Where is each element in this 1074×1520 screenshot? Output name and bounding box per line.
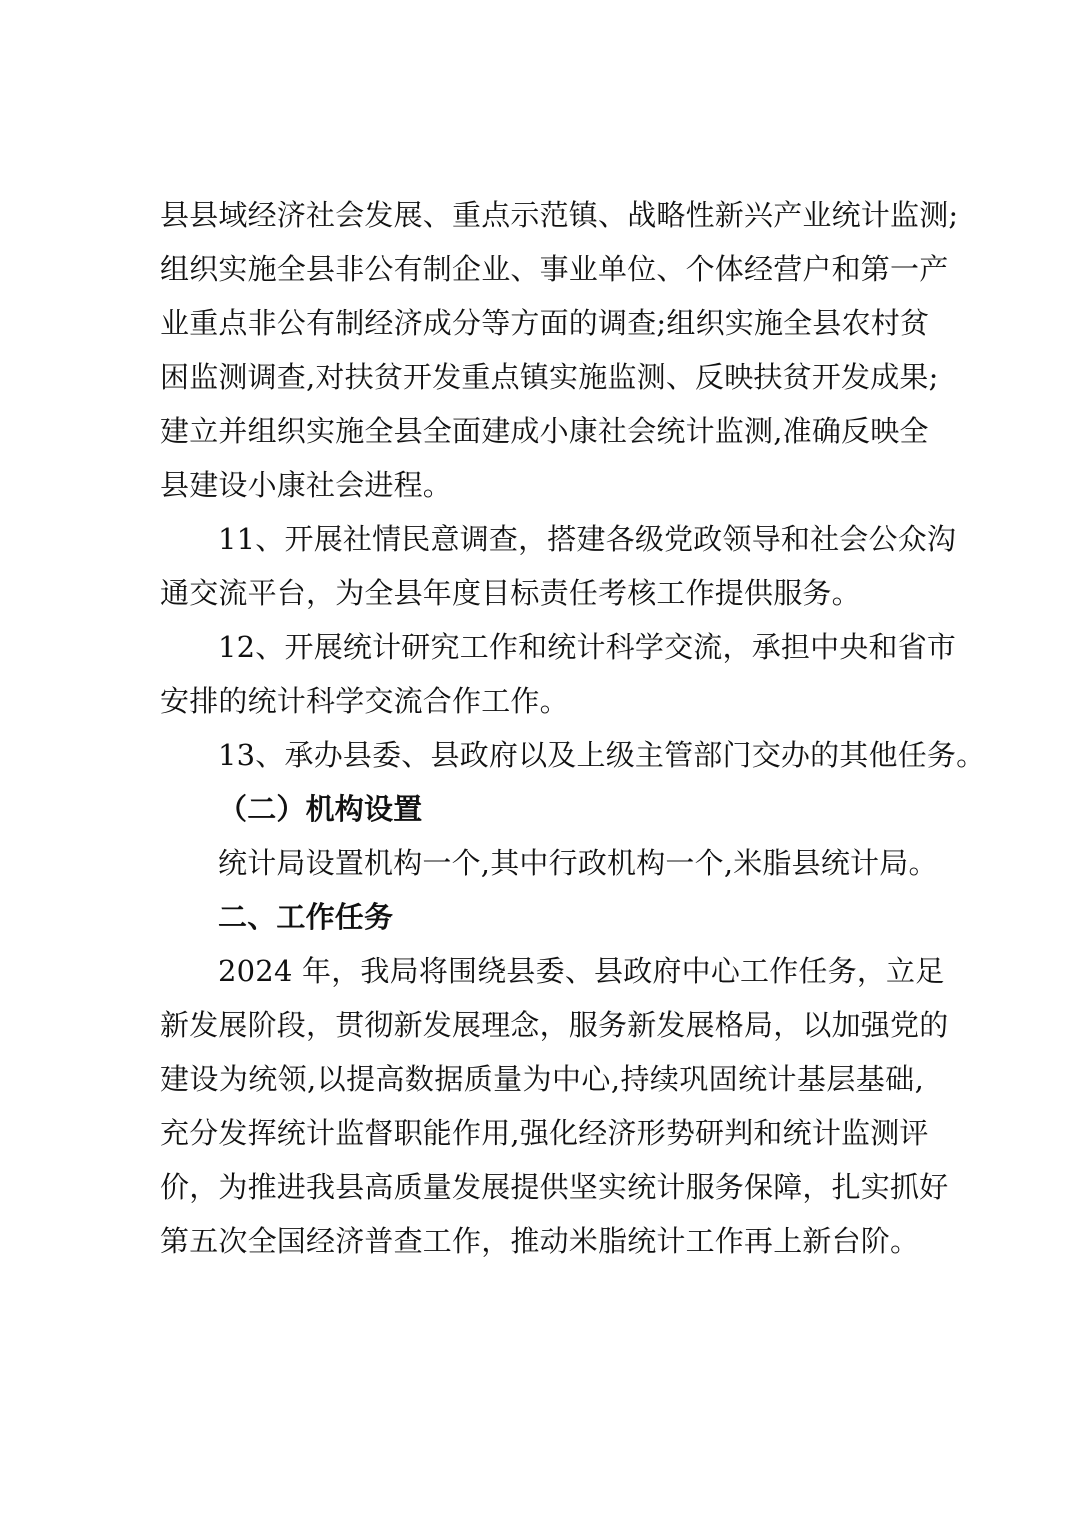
text-line: 困监测调查,对扶贫开发重点镇实施监测、反映扶贫开发成果; [160, 360, 939, 394]
text-line: 建设为统领,以提高数据质量为中心,持续巩固统计基层基础, [160, 1062, 924, 1096]
text-line: 11、开展社情民意调查，搭建各级党政领导和社会公众沟 [218, 522, 957, 556]
text-line: 充分发挥统计监督职能作用,强化经济形势研判和统计监测评 [160, 1116, 929, 1150]
text-line: 通交流平台，为全县年度目标责任考核工作提供服务。 [160, 576, 861, 610]
text-line: 安排的统计科学交流合作工作。 [160, 684, 569, 718]
section-heading: （二）机构设置 [218, 792, 423, 826]
text-line: 建立并组织实施全县全面建成小康社会统计监测,准确反映全 [160, 414, 929, 448]
text-line: 13、承办县委、县政府以及上级主管部门交办的其他任务。 [218, 738, 986, 772]
document-page [160, 188, 986, 1268]
text-line: 业重点非公有制经济成分等方面的调查;组织实施全县农村贫 [160, 306, 930, 340]
text-line: 新发展阶段，贯彻新发展理念，服务新发展格局，以加强党的 [160, 1008, 949, 1042]
text-line: 统计局设置机构一个,其中行政机构一个,米脂县统计局。 [218, 846, 938, 880]
text-line: 价，为推进我县高质量发展提供坚实统计服务保障，扎实抓好 [160, 1170, 949, 1204]
text-line: 县县域经济社会发展、重点示范镇、战略性新兴产业统计监测; [160, 198, 959, 232]
section-heading: 二、工作任务 [218, 900, 394, 934]
text-line: 县建设小康社会进程。 [160, 468, 453, 502]
text-line: 第五次全国经济普查工作，推动米脂统计工作再上新台阶。 [160, 1224, 920, 1258]
text-line: 2024 年，我局将围绕县委、县政府中心工作任务，立足 [218, 954, 945, 988]
text-line: 12、开展统计研究工作和统计科学交流，承担中央和省市 [218, 630, 957, 664]
text-line: 组织实施全县非公有制企业、事业单位、个体经营户和第一产 [160, 252, 949, 286]
